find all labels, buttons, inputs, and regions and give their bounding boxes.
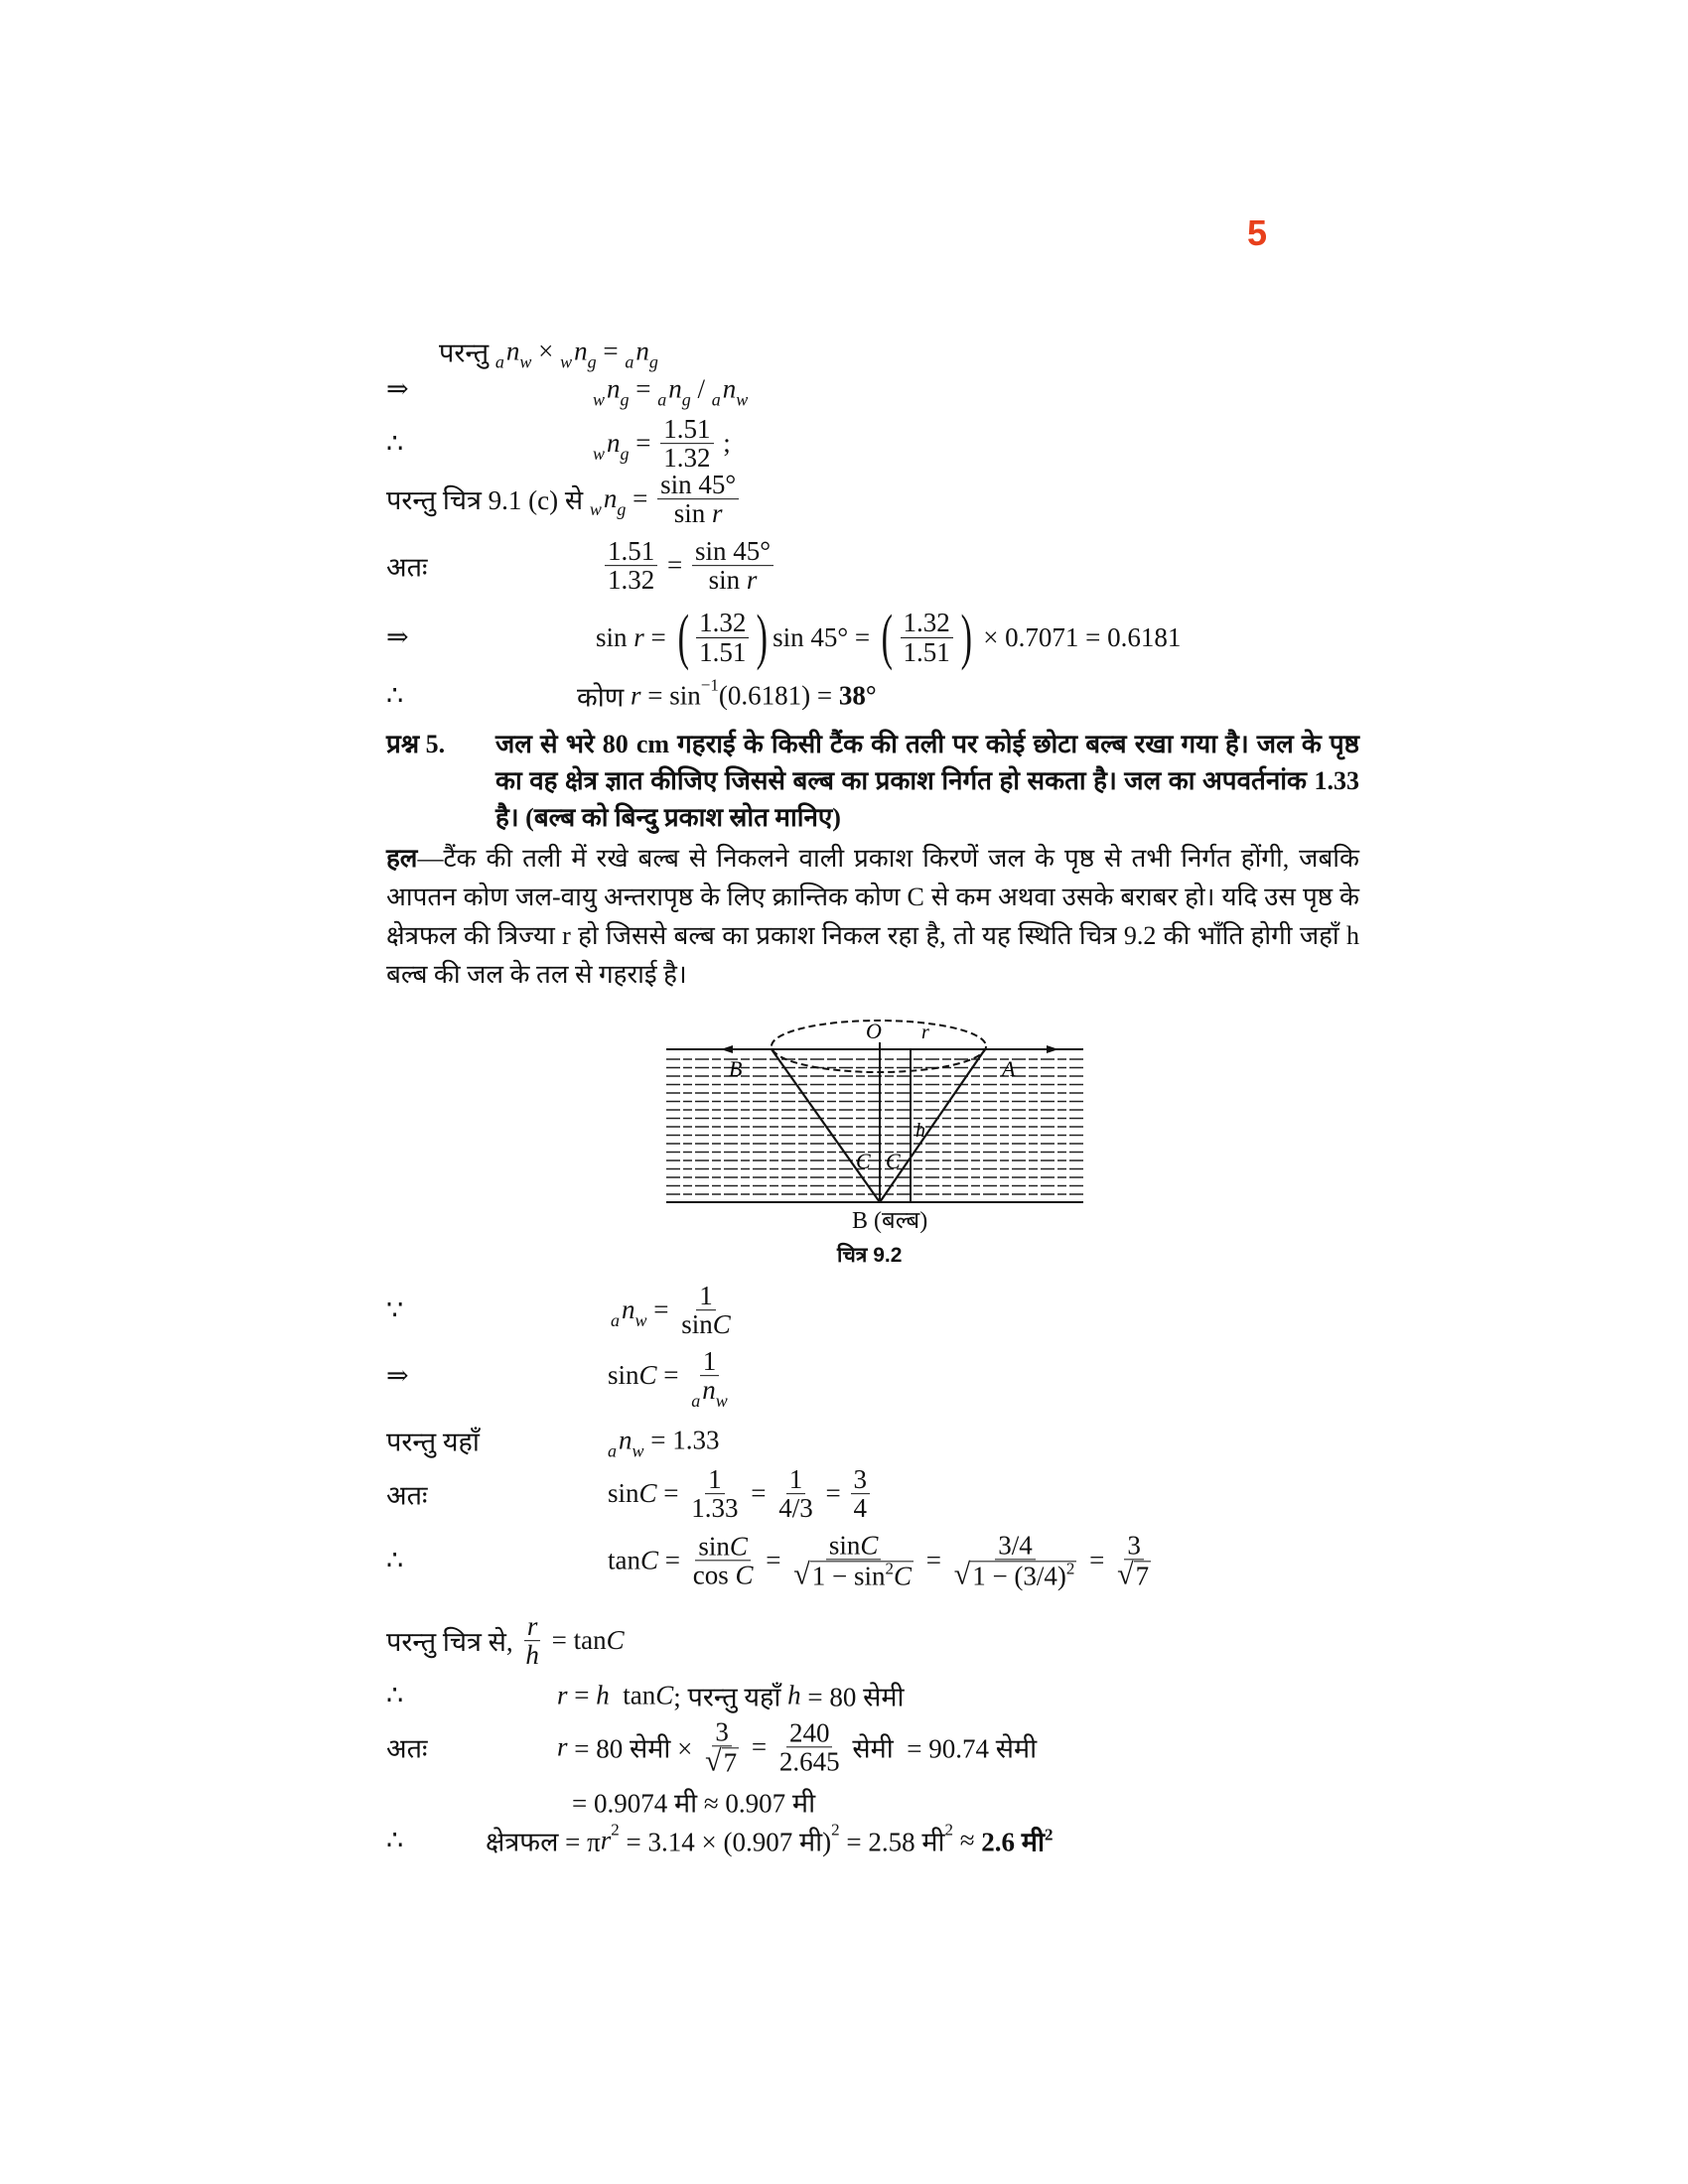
numerator <box>524 1612 541 1641</box>
math-text: = 3.14 × (0.907 मी) <box>619 1827 832 1857</box>
label-B: B <box>729 1056 743 1081</box>
subscript: w <box>736 389 749 410</box>
math-text: 1.32 <box>608 565 655 596</box>
math-text: = <box>759 1545 788 1575</box>
numerator <box>696 1282 716 1310</box>
subscript: w <box>634 1310 647 1331</box>
equation-l3 <box>593 415 731 473</box>
math-text: sin <box>828 1530 861 1561</box>
symbol-n: n <box>722 373 737 404</box>
equation-l4 <box>386 471 742 528</box>
right-paren: ) <box>757 604 769 671</box>
equation-l8 <box>611 1282 737 1339</box>
math-text: 1 <box>702 1346 717 1377</box>
numerator <box>851 1465 871 1494</box>
math-text: sin <box>608 1478 639 1509</box>
math-text: = <box>1082 1545 1112 1575</box>
math-text: 1.32 <box>663 443 711 474</box>
superscript: 2 <box>944 1820 953 1839</box>
equation-l10 <box>608 1425 720 1461</box>
math-text: sin 45° <box>694 536 772 567</box>
variable: h <box>787 1680 801 1710</box>
math-text: 1 − sin <box>811 1561 886 1591</box>
math-text: = <box>656 1478 686 1509</box>
symbol-n: n <box>622 1295 635 1325</box>
numerator <box>901 609 953 637</box>
denominator <box>901 638 953 666</box>
math-text: 3 <box>715 1716 729 1747</box>
symbol-n: n <box>607 428 621 459</box>
solution-paragraph <box>386 839 1359 994</box>
equation-l17 <box>486 1820 1054 1859</box>
prescript: w <box>589 499 602 520</box>
numerator <box>786 1465 806 1494</box>
superscript: 2 <box>885 1559 894 1578</box>
refractive-index-symbol <box>593 428 630 465</box>
math-text: 1 <box>788 1464 803 1495</box>
label-l14: ∴ <box>386 1680 404 1710</box>
numerator <box>700 1347 720 1376</box>
math-text: 1.33 <box>691 1493 739 1524</box>
math-text: × 0.7071 = 0.6181 <box>976 621 1182 652</box>
math-text: 1.32 <box>903 608 950 638</box>
line-label: परन्तु चित्र 9.1 (c) से <box>386 485 590 516</box>
fraction <box>605 537 657 595</box>
solution-text: —टैंक की तली में रखे बल्ब से निकलने वाली प्रकाश किरणें जल के पृष्ठ से तभी निर्गत होंगी, जबकि आपतन कोण जल-वायु अन्तरापृष्ठ के लिए क्रान्तिक कोण C से कम अथवा उसके बराबर हो। यदि उस पृष्ठ के क्षेत्रफल की त्रिज्या r हो जिससे बल्ब का प्रकाश निकल रहा है, तो यह स्थिति चित्र 9.2 की भाँति होगी जहाँ h बल्ब की जल के तल से गहराई है। <box>386 844 1359 989</box>
fraction <box>692 537 774 595</box>
variable: r <box>633 621 644 652</box>
math-text: 7 <box>1135 1561 1150 1591</box>
fraction <box>688 1465 741 1523</box>
variable: C <box>729 1531 748 1562</box>
subscript: w <box>519 351 532 372</box>
denominator <box>696 638 749 666</box>
math-text: सेमी = 90.74 सेमी <box>845 1733 1038 1764</box>
label-l11: अतः <box>386 1480 428 1511</box>
symbol-n: n <box>619 1425 633 1455</box>
subscript: g <box>620 389 630 410</box>
prescript: a <box>657 389 667 410</box>
math-text: sin <box>673 498 713 529</box>
denominator <box>688 1375 731 1412</box>
symbol-n: n <box>603 483 618 514</box>
numerator <box>660 415 713 444</box>
denominator <box>1114 1558 1154 1591</box>
radical-icon: √ <box>1117 1558 1134 1591</box>
prescript: w <box>593 444 606 465</box>
label-C-right: C <box>886 1149 901 1173</box>
bold-result <box>839 681 877 712</box>
numerator <box>995 1531 1036 1560</box>
math-text: = 2.58 मी <box>839 1827 945 1857</box>
figure-bulb-label: B (बल्ब) <box>852 1208 928 1234</box>
label-l6: ⇒ <box>386 621 409 652</box>
refractive-index-symbol <box>611 1295 647 1331</box>
variable: C <box>735 1560 754 1590</box>
math-text: (0.6181) = <box>718 680 839 711</box>
radicand <box>1134 1561 1152 1589</box>
equation-l12 <box>608 1531 1157 1589</box>
equation-l13 <box>386 1612 625 1670</box>
question-number: प्रश्न 5. <box>386 730 446 758</box>
math-text: sin <box>608 1360 639 1391</box>
fraction <box>660 415 713 473</box>
refractive-index-symbol <box>625 336 658 372</box>
subscript: w <box>715 1391 728 1412</box>
symbol-n: n <box>505 336 520 366</box>
square-root <box>1117 1558 1151 1591</box>
variable: r <box>557 1731 568 1762</box>
label-l5: अतः <box>386 552 428 583</box>
superscript: 2 <box>1044 1825 1054 1844</box>
variable: C <box>655 1680 674 1710</box>
numerator <box>705 1465 725 1494</box>
ray-left <box>772 1049 880 1202</box>
parenthesized-fraction <box>673 604 774 671</box>
variable: C <box>893 1561 912 1591</box>
variable: C <box>638 1360 657 1391</box>
math-text: = <box>658 1545 687 1575</box>
denominator <box>776 1748 843 1776</box>
symbol-n: n <box>702 1375 716 1406</box>
label-l15: अतः <box>386 1733 428 1764</box>
math-text: sin <box>681 1309 713 1340</box>
math-text: 4/3 <box>778 1493 813 1524</box>
label-A: A <box>1002 1056 1016 1081</box>
radical-icon: √ <box>705 1744 722 1778</box>
fraction <box>851 1465 871 1523</box>
square-root <box>705 1744 739 1778</box>
superscript: −1 <box>700 675 719 694</box>
math-text: ; परन्तु यहाँ <box>673 1682 788 1712</box>
equation-l16 <box>572 1784 815 1821</box>
variable: r <box>712 498 723 529</box>
fraction <box>1114 1531 1154 1589</box>
fraction <box>657 471 739 528</box>
denominator <box>775 1495 816 1523</box>
fraction <box>775 1465 816 1523</box>
bold-result <box>981 1823 1053 1859</box>
equation-l6 <box>596 604 1182 671</box>
radical-icon: √ <box>793 1558 810 1591</box>
solution-lead: हल <box>386 844 418 873</box>
superscript: 2 <box>1065 1559 1075 1578</box>
page-number: 5 <box>1247 212 1268 253</box>
fraction <box>688 1346 731 1412</box>
denominator <box>951 1558 1080 1591</box>
parenthesized-fraction <box>877 604 977 671</box>
symbol-n: n <box>668 373 682 404</box>
question-and-solution <box>386 726 1359 994</box>
math-text: = 1.33 <box>643 1425 720 1455</box>
equation-l7 <box>577 675 877 715</box>
refractive-index-symbol <box>494 336 532 372</box>
math-text: = 80 सेमी <box>800 1682 905 1712</box>
denominator <box>702 1744 742 1778</box>
label-l10: परन्तु यहाँ <box>386 1427 480 1457</box>
question-text: जल से भरे 80 cm गहराई के किसी टैंक की तली पर कोई छोटा बल्ब रखा गया है। जल के पृष्ठ का वह क्षेत्र ज्ञात कीजिए जिससे बल्ब का प्रकाश निर्गत हो सकता है। जल का अपवर्तनांक 1.33 है। (बल्ब को बिन्दु प्रकाश स्रोत मानिए) <box>495 730 1359 832</box>
line-label: परन्तु चित्र से, <box>386 1627 520 1658</box>
denominator <box>790 1558 916 1591</box>
equation-l11 <box>608 1465 873 1523</box>
math-text: 2.6 मी <box>981 1827 1045 1857</box>
math-text: = <box>646 1295 676 1325</box>
label-O: O <box>866 1019 882 1043</box>
prescript: a <box>608 1440 617 1461</box>
variable: r <box>746 565 758 596</box>
fraction <box>690 1532 757 1589</box>
math-text: 1.32 <box>699 608 747 638</box>
math-text: tan <box>608 1545 640 1575</box>
symbol-n: n <box>635 336 649 366</box>
variable: C <box>638 1478 657 1509</box>
subscript: g <box>617 499 627 520</box>
prescript: a <box>611 1310 620 1331</box>
math-text: 3/4 <box>998 1530 1033 1561</box>
refractive-index-symbol <box>589 483 627 520</box>
prescript: a <box>691 1391 701 1412</box>
fraction <box>522 1612 542 1670</box>
numerator <box>657 471 739 499</box>
label-l3: ∴ <box>386 428 404 459</box>
math-text: 38° <box>838 680 877 711</box>
prescript: a <box>625 351 634 372</box>
numerator <box>712 1717 732 1746</box>
variable: C <box>640 1545 659 1575</box>
math-text: = <box>629 428 658 459</box>
equation-l14 <box>557 1678 904 1714</box>
label-l7: ∴ <box>386 680 404 711</box>
math-text: = <box>745 1731 774 1762</box>
variable: r <box>631 680 641 711</box>
math-text: 240 <box>788 1717 830 1748</box>
fraction <box>678 1282 734 1339</box>
arrow-left <box>721 1045 733 1053</box>
math-text: 1.51 <box>663 414 711 445</box>
math-text: sin <box>596 621 634 652</box>
variable: h <box>596 1680 610 1710</box>
equation-l2 <box>593 373 749 410</box>
math-text: ; <box>716 428 731 459</box>
math-text: = <box>626 483 655 514</box>
math-text: 3 <box>1127 1530 1141 1561</box>
subscript: w <box>632 1440 644 1461</box>
prescript: a <box>494 351 504 372</box>
math-text: 1.51 <box>608 536 655 567</box>
fraction <box>790 1531 916 1589</box>
math-text: × <box>531 336 561 366</box>
math-text: sin 45° <box>660 470 737 500</box>
arrow-right <box>1047 1045 1058 1053</box>
math-text: 1 <box>708 1464 722 1495</box>
fraction <box>702 1717 742 1776</box>
fraction <box>951 1531 1080 1589</box>
math-text: ≈ <box>952 1825 982 1855</box>
denominator <box>522 1642 542 1670</box>
label-l12: ∴ <box>386 1545 404 1575</box>
denominator <box>671 500 726 528</box>
math-text: 1.51 <box>903 636 950 667</box>
label-l8: ∵ <box>386 1295 404 1325</box>
right-paren: ) <box>960 604 972 671</box>
variable: C <box>606 1625 625 1656</box>
variable: C <box>712 1309 731 1340</box>
math-text: 2.645 <box>778 1746 840 1777</box>
label-h: h <box>915 1120 925 1142</box>
math-text: = <box>918 1545 948 1575</box>
radical-icon: √ <box>953 1558 971 1591</box>
equation-l15 <box>557 1717 1037 1776</box>
symbol-n: n <box>574 336 588 366</box>
subscript: g <box>681 389 691 410</box>
figure-9-2-diagram <box>661 1005 1088 1203</box>
math-text: क्षेत्रफल = π <box>486 1827 601 1857</box>
prescript: w <box>560 351 573 372</box>
variable: C <box>860 1530 879 1561</box>
label-r: r <box>921 1022 929 1043</box>
math-text: cos <box>692 1560 736 1590</box>
math-text: = <box>660 550 689 581</box>
variable: r <box>526 1611 538 1642</box>
label-C-left: C <box>856 1149 871 1173</box>
numerator <box>605 537 657 566</box>
math-text: = <box>643 621 673 652</box>
denominator <box>690 1562 757 1589</box>
math-text: = tan <box>544 1625 607 1656</box>
variable: h <box>525 1640 539 1671</box>
numerator <box>786 1718 833 1747</box>
prescript: a <box>711 389 721 410</box>
variable: r <box>600 1825 612 1855</box>
numerator <box>692 537 774 566</box>
numerator <box>1124 1531 1144 1560</box>
math-text: sin <box>708 565 747 596</box>
question-5 <box>386 726 1359 836</box>
variable: r <box>557 1680 568 1710</box>
math-text: = sin <box>640 680 701 711</box>
math-text: 4 <box>853 1493 867 1524</box>
math-text: = <box>744 1478 774 1509</box>
math-text: = 80 सेमी × <box>567 1733 700 1764</box>
math-text: = <box>656 1360 686 1391</box>
math-text: sin 45° = <box>773 621 877 652</box>
math-text: sin <box>698 1531 730 1562</box>
math-text: = <box>818 1478 848 1509</box>
radicand <box>970 1561 1076 1589</box>
label-l9: ⇒ <box>386 1360 409 1391</box>
denominator <box>660 445 713 473</box>
fraction <box>696 609 749 666</box>
denominator <box>851 1495 871 1523</box>
subscript: g <box>620 444 630 465</box>
fraction <box>776 1718 843 1776</box>
refractive-index-symbol <box>560 336 597 372</box>
superscript: 2 <box>831 1820 840 1839</box>
subscript: g <box>648 351 658 372</box>
math-text: = <box>596 336 626 366</box>
denominator <box>678 1311 734 1339</box>
math-text: = <box>629 373 658 404</box>
math-text: tan <box>609 1680 656 1710</box>
square-root <box>793 1558 914 1591</box>
math-text: 7 <box>723 1747 738 1778</box>
refractive-index-symbol <box>691 1375 728 1412</box>
label-l2: ⇒ <box>386 373 409 404</box>
numerator <box>696 609 749 637</box>
square-root <box>953 1558 1077 1591</box>
left-paren: ( <box>677 604 689 671</box>
denominator <box>688 1495 741 1523</box>
refractive-index-symbol <box>593 373 630 410</box>
equation-l5 <box>602 537 776 595</box>
denominator <box>706 567 761 595</box>
figure-caption: चित्र 9.2 <box>837 1244 903 1267</box>
math-text: / <box>690 373 712 404</box>
prescript: w <box>593 389 606 410</box>
math-text: 3 <box>853 1464 867 1495</box>
refractive-index-symbol <box>608 1425 644 1461</box>
fraction <box>901 609 953 666</box>
radicand <box>722 1747 740 1776</box>
ray-right <box>880 1049 985 1202</box>
numerator <box>695 1532 751 1561</box>
left-paren: ( <box>881 604 893 671</box>
symbol-n: n <box>607 373 621 404</box>
refractive-index-symbol <box>711 373 749 410</box>
equation-l1 <box>439 334 658 370</box>
math-text: 1.51 <box>699 636 747 667</box>
math-text: = 0.9074 मी ≈ 0.907 मी <box>572 1788 816 1819</box>
math-text: कोण <box>577 682 631 713</box>
refractive-index-symbol <box>657 373 691 410</box>
subscript: g <box>587 351 597 372</box>
denominator <box>605 567 657 595</box>
superscript: 2 <box>611 1820 620 1839</box>
math-text: = <box>567 1680 597 1710</box>
numerator <box>826 1531 882 1560</box>
line-label: परन्तु <box>439 338 495 368</box>
radicand <box>810 1561 914 1589</box>
label-l17: ∴ <box>386 1825 404 1855</box>
math-text: 1 − (3/4) <box>972 1561 1066 1591</box>
equation-l9 <box>608 1346 734 1412</box>
math-text: 1 <box>699 1281 713 1311</box>
